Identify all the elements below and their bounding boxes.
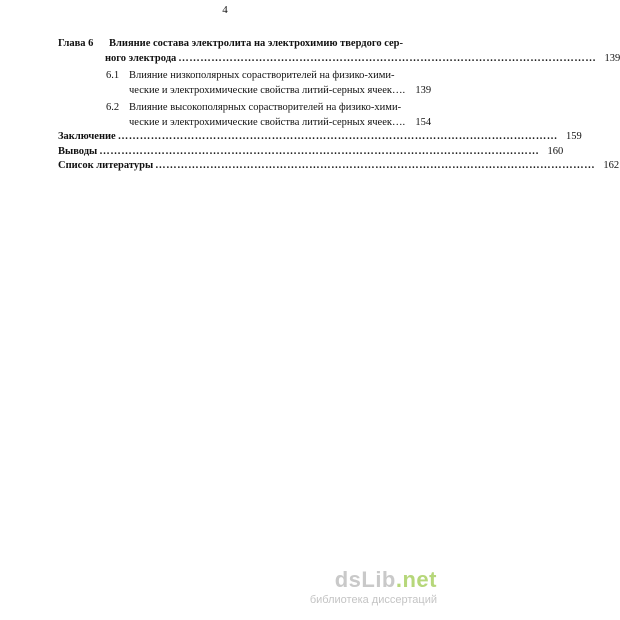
conclusion-label: Заключение: [58, 131, 116, 142]
chapter-title-line2: ного электрода: [105, 52, 177, 64]
toc-references: [58, 159, 620, 174]
chapter-page-number: 139: [604, 52, 620, 64]
chapter-title-line1: Влияние состава электролита на электрохимию твердого сер-: [109, 38, 404, 49]
dot-leader: …………………………………………………………………………………………………………: [155, 160, 596, 171]
toc-section-6-2-line2: [58, 116, 432, 131]
watermark-subtitle: библиотека диссертаций: [309, 594, 437, 606]
section-number: 6.1: [106, 70, 120, 81]
section-title-line1: Влияние высокополярных сорастворителей на физико-хими-: [129, 102, 402, 113]
toc-chapter-6-title-line1: [58, 37, 423, 52]
watermark-logo: [335, 567, 437, 593]
section-title-line2: ческие и электрохимические свойства литий-серных ячеек….: [129, 116, 406, 128]
references-label: Список литературы: [58, 160, 154, 171]
table-of-contents: [58, 37, 620, 174]
dot-leader: …………………………………………………………………………………………………………: [117, 131, 558, 142]
watermark-logo-main: dsLib: [334, 567, 396, 592]
section-title-line1: Влияние низкополярных сорастворителей на физико-хими-: [129, 70, 395, 81]
toc-findings: [58, 145, 564, 160]
toc-section-6-1-line2: [58, 84, 432, 99]
section-page-number: 139: [415, 84, 432, 96]
section-number: 6.2: [106, 102, 120, 113]
dot-leader: ……………………………………………………………………………………………………: [178, 52, 597, 64]
findings-label: Выводы: [58, 145, 98, 157]
section-title-line2: ческие и электрохимические свойства литий-серных ячеек….: [129, 84, 406, 96]
references-page-number: 162: [603, 160, 620, 171]
toc-chapter-6-title-line2: [58, 52, 620, 67]
conclusion-page-number: 159: [565, 131, 582, 142]
dot-leader: …………………………………………………………………………………………………………: [99, 145, 540, 157]
section-page-number: 154: [415, 116, 432, 128]
toc-section-6-2-line1: [58, 101, 423, 116]
watermark-logo-accent: .net: [395, 567, 437, 592]
page-number: 4: [222, 4, 228, 16]
chapter-label: Глава 6: [58, 38, 94, 49]
toc-conclusion: [58, 130, 582, 145]
findings-page-number: 160: [547, 145, 564, 157]
toc-section-6-1-line1: [58, 69, 423, 84]
watermark: [278, 567, 443, 611]
